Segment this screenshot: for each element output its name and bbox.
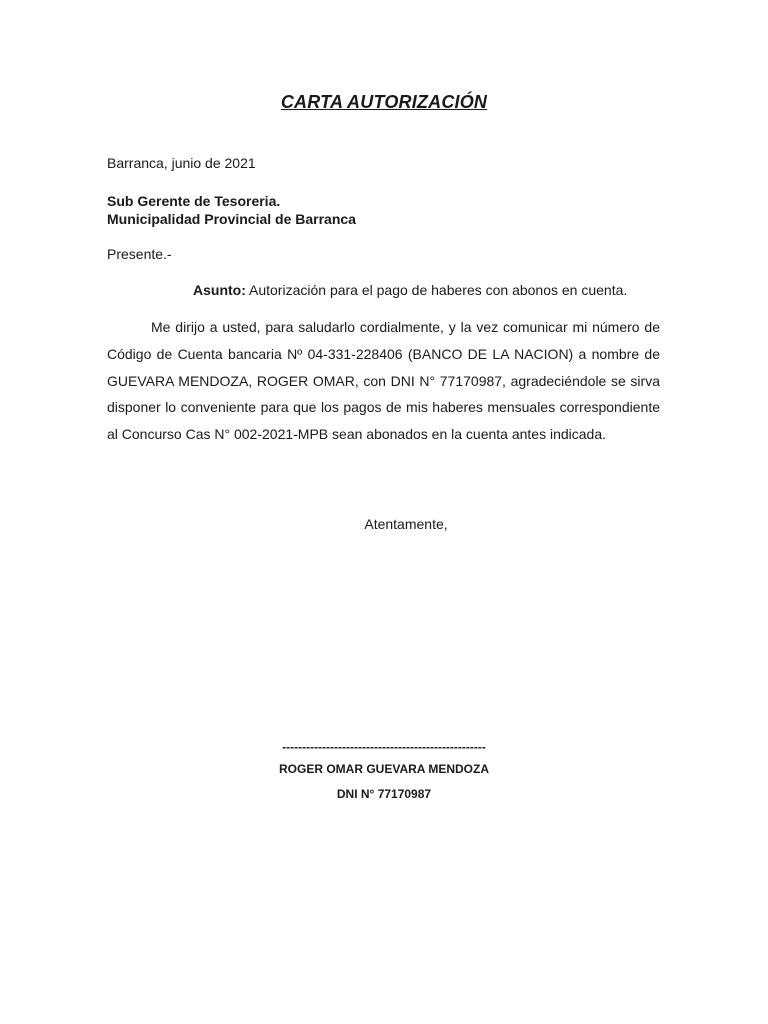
signer-name: ROGER OMAR GUEVARA MENDOZA <box>279 762 489 776</box>
closing: Atentamente, <box>364 516 448 532</box>
greeting: Presente.- <box>107 246 172 262</box>
letter-body: Me dirijo a usted, para saludarlo cordialmente, y la vez comunicar mi número de Código de Cuenta bancaria Nº 04-331-228406 (BANCO DE LA NACION) a nombre de GUEVARA MENDOZA, ROGER OMAR, con DNI N° 77170987, agradeciéndole se sirva disponer lo conveniente para que los pagos de mis haberes mensuales correspondiente al Concurso Cas N° 002-2021-MPB sean abonados en la cuenta antes indicada. <box>107 319 660 443</box>
subject-label: Asunto: <box>193 282 246 298</box>
recipient-title: Sub Gerente de Tesoreria. <box>107 193 281 209</box>
recipient-organization: Municipalidad Provincial de Barranca <box>107 211 356 227</box>
signature-line: --------------------------------------------------- <box>282 740 486 754</box>
subject-line <box>193 282 627 298</box>
date-line: Barranca, junio de 2021 <box>107 155 256 171</box>
subject-text: Autorización para el pago de haberes con abonos en cuenta. <box>245 282 628 298</box>
signer-dni: DNI N° 77170987 <box>336 787 432 801</box>
letter-title: CARTA AUTORIZACIÓN <box>280 92 488 112</box>
